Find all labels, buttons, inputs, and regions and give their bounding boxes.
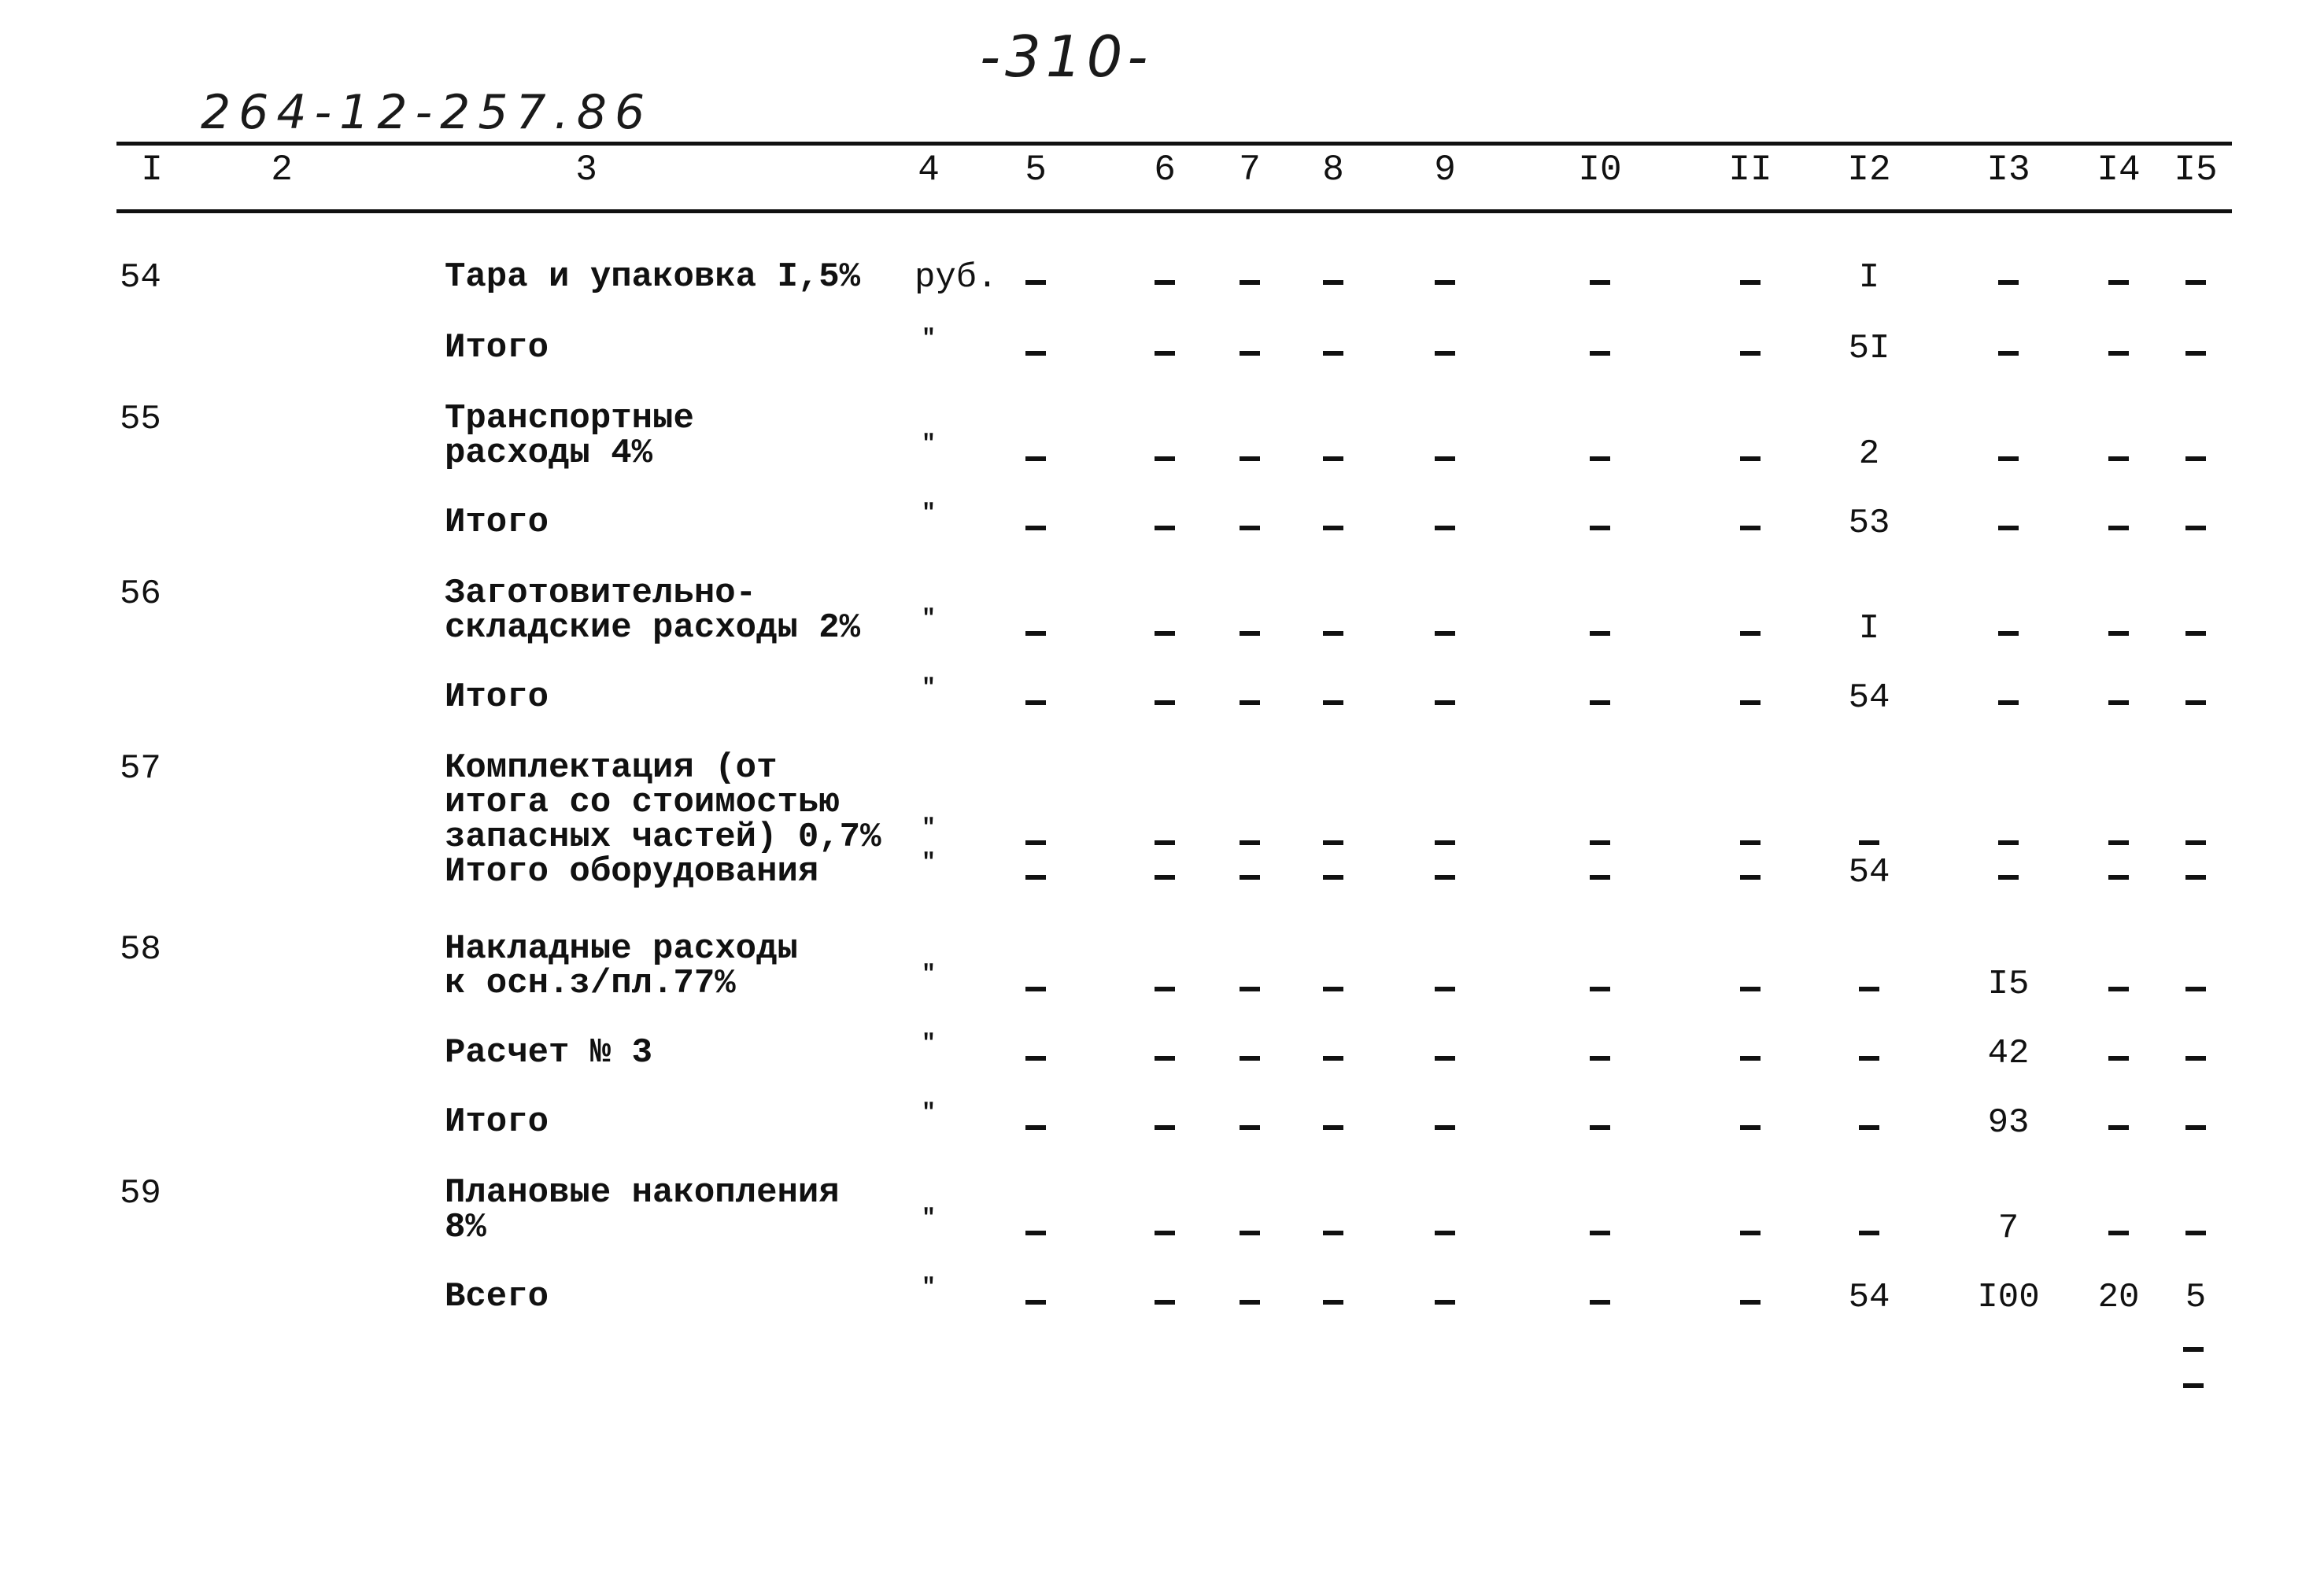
final-underline-dash [2183, 1383, 2204, 1388]
empty-dash [1998, 280, 2019, 285]
value-col-14: 20 [2097, 1278, 2140, 1317]
empty-dash [2108, 875, 2129, 880]
empty-dash [1435, 456, 1455, 461]
row-description: Расчет № 3 [445, 1033, 653, 1072]
row-number: 55 [120, 400, 161, 439]
empty-dash [1240, 1231, 1260, 1235]
empty-dash [1590, 280, 1610, 285]
empty-dash [1025, 1300, 1046, 1305]
empty-dash [1155, 1125, 1175, 1130]
empty-dash [1025, 1125, 1046, 1130]
empty-dash [1155, 631, 1175, 636]
empty-dash [1998, 351, 2019, 356]
empty-dash [2108, 631, 2129, 636]
empty-dash [1590, 456, 1610, 461]
empty-dash [1435, 1231, 1455, 1235]
empty-dash [1025, 631, 1046, 636]
value-col-13: I5 [1987, 965, 2030, 1004]
empty-dash [2108, 456, 2129, 461]
row-number: 54 [120, 258, 161, 297]
empty-dash [1435, 351, 1455, 356]
empty-dash [1590, 351, 1610, 356]
empty-dash [1590, 1056, 1610, 1061]
empty-dash [1323, 1125, 1343, 1130]
ditto-mark: " [921, 606, 937, 633]
empty-dash [1323, 456, 1343, 461]
empty-dash [2108, 840, 2129, 845]
empty-dash [1740, 1125, 1761, 1130]
value-col-12: I [1858, 609, 1880, 648]
column-header: 8 [1322, 150, 1344, 190]
row-description: Тара и упаковка I,5% [445, 257, 861, 297]
empty-dash [1740, 526, 1761, 530]
row-description: Плановые накопления 8% [445, 1173, 840, 1247]
empty-dash [1240, 351, 1260, 356]
empty-dash [1740, 631, 1761, 636]
value-col-13: I00 [1977, 1278, 2040, 1317]
empty-dash [2185, 351, 2206, 356]
empty-dash [1323, 987, 1343, 991]
column-header: I5 [2174, 150, 2218, 190]
empty-dash [1025, 526, 1046, 530]
empty-dash [2185, 840, 2206, 845]
row-description: Заготовительно- складские расходы 2% [445, 574, 861, 648]
value-col-13: 42 [1987, 1034, 2030, 1073]
row-description: Накладные расходы к осн.з/пл.77% [445, 929, 798, 1003]
empty-dash [1155, 1231, 1175, 1235]
empty-dash [1025, 700, 1046, 705]
empty-dash [2185, 280, 2206, 285]
empty-dash [1155, 526, 1175, 530]
empty-dash [1025, 351, 1046, 356]
column-header: I4 [2097, 150, 2141, 190]
empty-dash [2185, 700, 2206, 705]
empty-dash [1435, 1125, 1455, 1130]
value-col-12: 54 [1848, 678, 1890, 718]
empty-dash [1240, 1125, 1260, 1130]
empty-dash [1435, 280, 1455, 285]
ditto-mark: " [921, 850, 937, 877]
empty-dash [1155, 1056, 1175, 1061]
empty-dash [1590, 1125, 1610, 1130]
row-description: Итого [445, 503, 549, 542]
empty-dash [1998, 526, 2019, 530]
ditto-mark: " [921, 1205, 937, 1232]
row-description: Итого оборудования [445, 852, 819, 892]
empty-dash [2185, 526, 2206, 530]
empty-dash [1240, 875, 1260, 880]
column-header: 6 [1154, 150, 1176, 190]
empty-dash [2108, 526, 2129, 530]
empty-dash [1998, 700, 2019, 705]
row-description: Транспортные расходы 4% [445, 399, 694, 473]
empty-dash [1740, 700, 1761, 705]
column-header: 9 [1434, 150, 1456, 190]
empty-dash [1435, 631, 1455, 636]
column-header: I3 [1986, 150, 2030, 190]
empty-dash [1323, 280, 1343, 285]
empty-dash [1323, 351, 1343, 356]
empty-dash [1323, 700, 1343, 705]
empty-dash [1240, 1056, 1260, 1061]
value-col-12: 53 [1848, 504, 1890, 543]
row-number: 59 [120, 1174, 161, 1213]
row-description: Итого [445, 1102, 549, 1142]
value-col-15: 5 [2185, 1278, 2207, 1317]
row-number: 56 [120, 574, 161, 614]
empty-dash [1590, 631, 1610, 636]
value-col-12: 5I [1848, 329, 1890, 368]
column-header: I2 [1847, 150, 1891, 190]
empty-dash [2185, 987, 2206, 991]
empty-dash [1240, 456, 1260, 461]
empty-dash [1590, 987, 1610, 991]
empty-dash [1590, 875, 1610, 880]
empty-dash [1240, 987, 1260, 991]
table-header-rule [116, 209, 2232, 213]
row-description: Всего [445, 1277, 549, 1316]
empty-dash [1859, 987, 1879, 991]
empty-dash [1998, 875, 2019, 880]
empty-dash [1025, 456, 1046, 461]
empty-dash [1859, 1056, 1879, 1061]
column-header: 2 [271, 150, 293, 190]
ditto-mark: " [921, 815, 937, 842]
value-col-13: 7 [1997, 1209, 2019, 1248]
column-header: 5 [1025, 150, 1047, 190]
empty-dash [1025, 875, 1046, 880]
empty-dash [1155, 700, 1175, 705]
empty-dash [1155, 875, 1175, 880]
empty-dash [1435, 875, 1455, 880]
empty-dash [1025, 840, 1046, 845]
empty-dash [2108, 1056, 2129, 1061]
empty-dash [1998, 840, 2019, 845]
empty-dash [1155, 351, 1175, 356]
empty-dash [1240, 280, 1260, 285]
empty-dash [1323, 526, 1343, 530]
page-number: -310- [980, 24, 1153, 90]
empty-dash [1435, 1300, 1455, 1305]
empty-dash [2185, 1125, 2206, 1130]
ditto-mark: " [921, 500, 937, 527]
empty-dash [1155, 987, 1175, 991]
empty-dash [1323, 1056, 1343, 1061]
empty-dash [1998, 631, 2019, 636]
empty-dash [1240, 700, 1260, 705]
empty-dash [1740, 987, 1761, 991]
empty-dash [1740, 280, 1761, 285]
ditto-mark: " [921, 326, 937, 353]
value-col-12: 54 [1848, 1278, 1890, 1317]
empty-dash [1740, 456, 1761, 461]
empty-dash [1740, 840, 1761, 845]
column-header: I0 [1578, 150, 1622, 190]
empty-dash [1155, 280, 1175, 285]
empty-dash [1240, 1300, 1260, 1305]
empty-dash [2108, 280, 2129, 285]
value-col-13: 93 [1987, 1103, 2030, 1143]
empty-dash [1435, 987, 1455, 991]
empty-dash [1740, 351, 1761, 356]
empty-dash [2185, 456, 2206, 461]
empty-dash [1025, 1056, 1046, 1061]
empty-dash [1155, 1300, 1175, 1305]
empty-dash [1155, 456, 1175, 461]
empty-dash [1240, 631, 1260, 636]
ditto-mark: " [921, 962, 937, 988]
empty-dash [1323, 875, 1343, 880]
empty-dash [1859, 1231, 1879, 1235]
column-header: II [1728, 150, 1772, 190]
empty-dash [2185, 875, 2206, 880]
empty-dash [1240, 526, 1260, 530]
empty-dash [1025, 987, 1046, 991]
empty-dash [2108, 1231, 2129, 1235]
empty-dash [1590, 526, 1610, 530]
empty-dash [1435, 840, 1455, 845]
value-col-12: I [1858, 258, 1880, 297]
empty-dash [1025, 1231, 1046, 1235]
column-header: I [141, 150, 163, 190]
empty-dash [1025, 280, 1046, 285]
value-col-12: 54 [1848, 853, 1890, 892]
empty-dash [1590, 1231, 1610, 1235]
empty-dash [2108, 351, 2129, 356]
empty-dash [1435, 700, 1455, 705]
row-description: Итого [445, 677, 549, 717]
empty-dash [2108, 1125, 2129, 1130]
empty-dash [1435, 526, 1455, 530]
empty-dash [1859, 840, 1879, 845]
ditto-mark: " [921, 1031, 937, 1058]
empty-dash [1240, 840, 1260, 845]
empty-dash [1740, 875, 1761, 880]
empty-dash [1740, 1056, 1761, 1061]
empty-dash [1859, 1125, 1879, 1130]
value-col-12: 2 [1858, 434, 1880, 474]
empty-dash [1740, 1300, 1761, 1305]
ditto-mark: " [921, 1100, 937, 1127]
ditto-mark: " [921, 1275, 937, 1301]
ditto-mark: " [921, 431, 937, 458]
empty-dash [2185, 631, 2206, 636]
empty-dash [1590, 1300, 1610, 1305]
row-number: 57 [120, 749, 161, 788]
final-underline-dash [2183, 1347, 2204, 1352]
table-top-rule [116, 142, 2232, 146]
empty-dash [1323, 840, 1343, 845]
empty-dash [1323, 631, 1343, 636]
empty-dash [2108, 700, 2129, 705]
empty-dash [1155, 840, 1175, 845]
row-description: Комплектация (от итога со стоимостью запасных частей) 0,7% [445, 748, 881, 857]
empty-dash [1323, 1231, 1343, 1235]
row-number: 58 [120, 930, 161, 969]
empty-dash [2185, 1231, 2206, 1235]
empty-dash [1998, 456, 2019, 461]
empty-dash [1323, 1300, 1343, 1305]
column-header: 7 [1239, 150, 1261, 190]
row-description: Итого [445, 328, 549, 367]
empty-dash [1590, 700, 1610, 705]
empty-dash [1590, 840, 1610, 845]
column-header: 3 [575, 150, 597, 190]
empty-dash [1435, 1056, 1455, 1061]
document-code: 264-12-257.86 [201, 85, 653, 140]
ditto-mark: " [921, 675, 937, 702]
column-header: 4 [918, 150, 940, 190]
empty-dash [2185, 1056, 2206, 1061]
empty-dash [2108, 987, 2129, 991]
unit-cell: руб. [914, 258, 998, 297]
empty-dash [1740, 1231, 1761, 1235]
